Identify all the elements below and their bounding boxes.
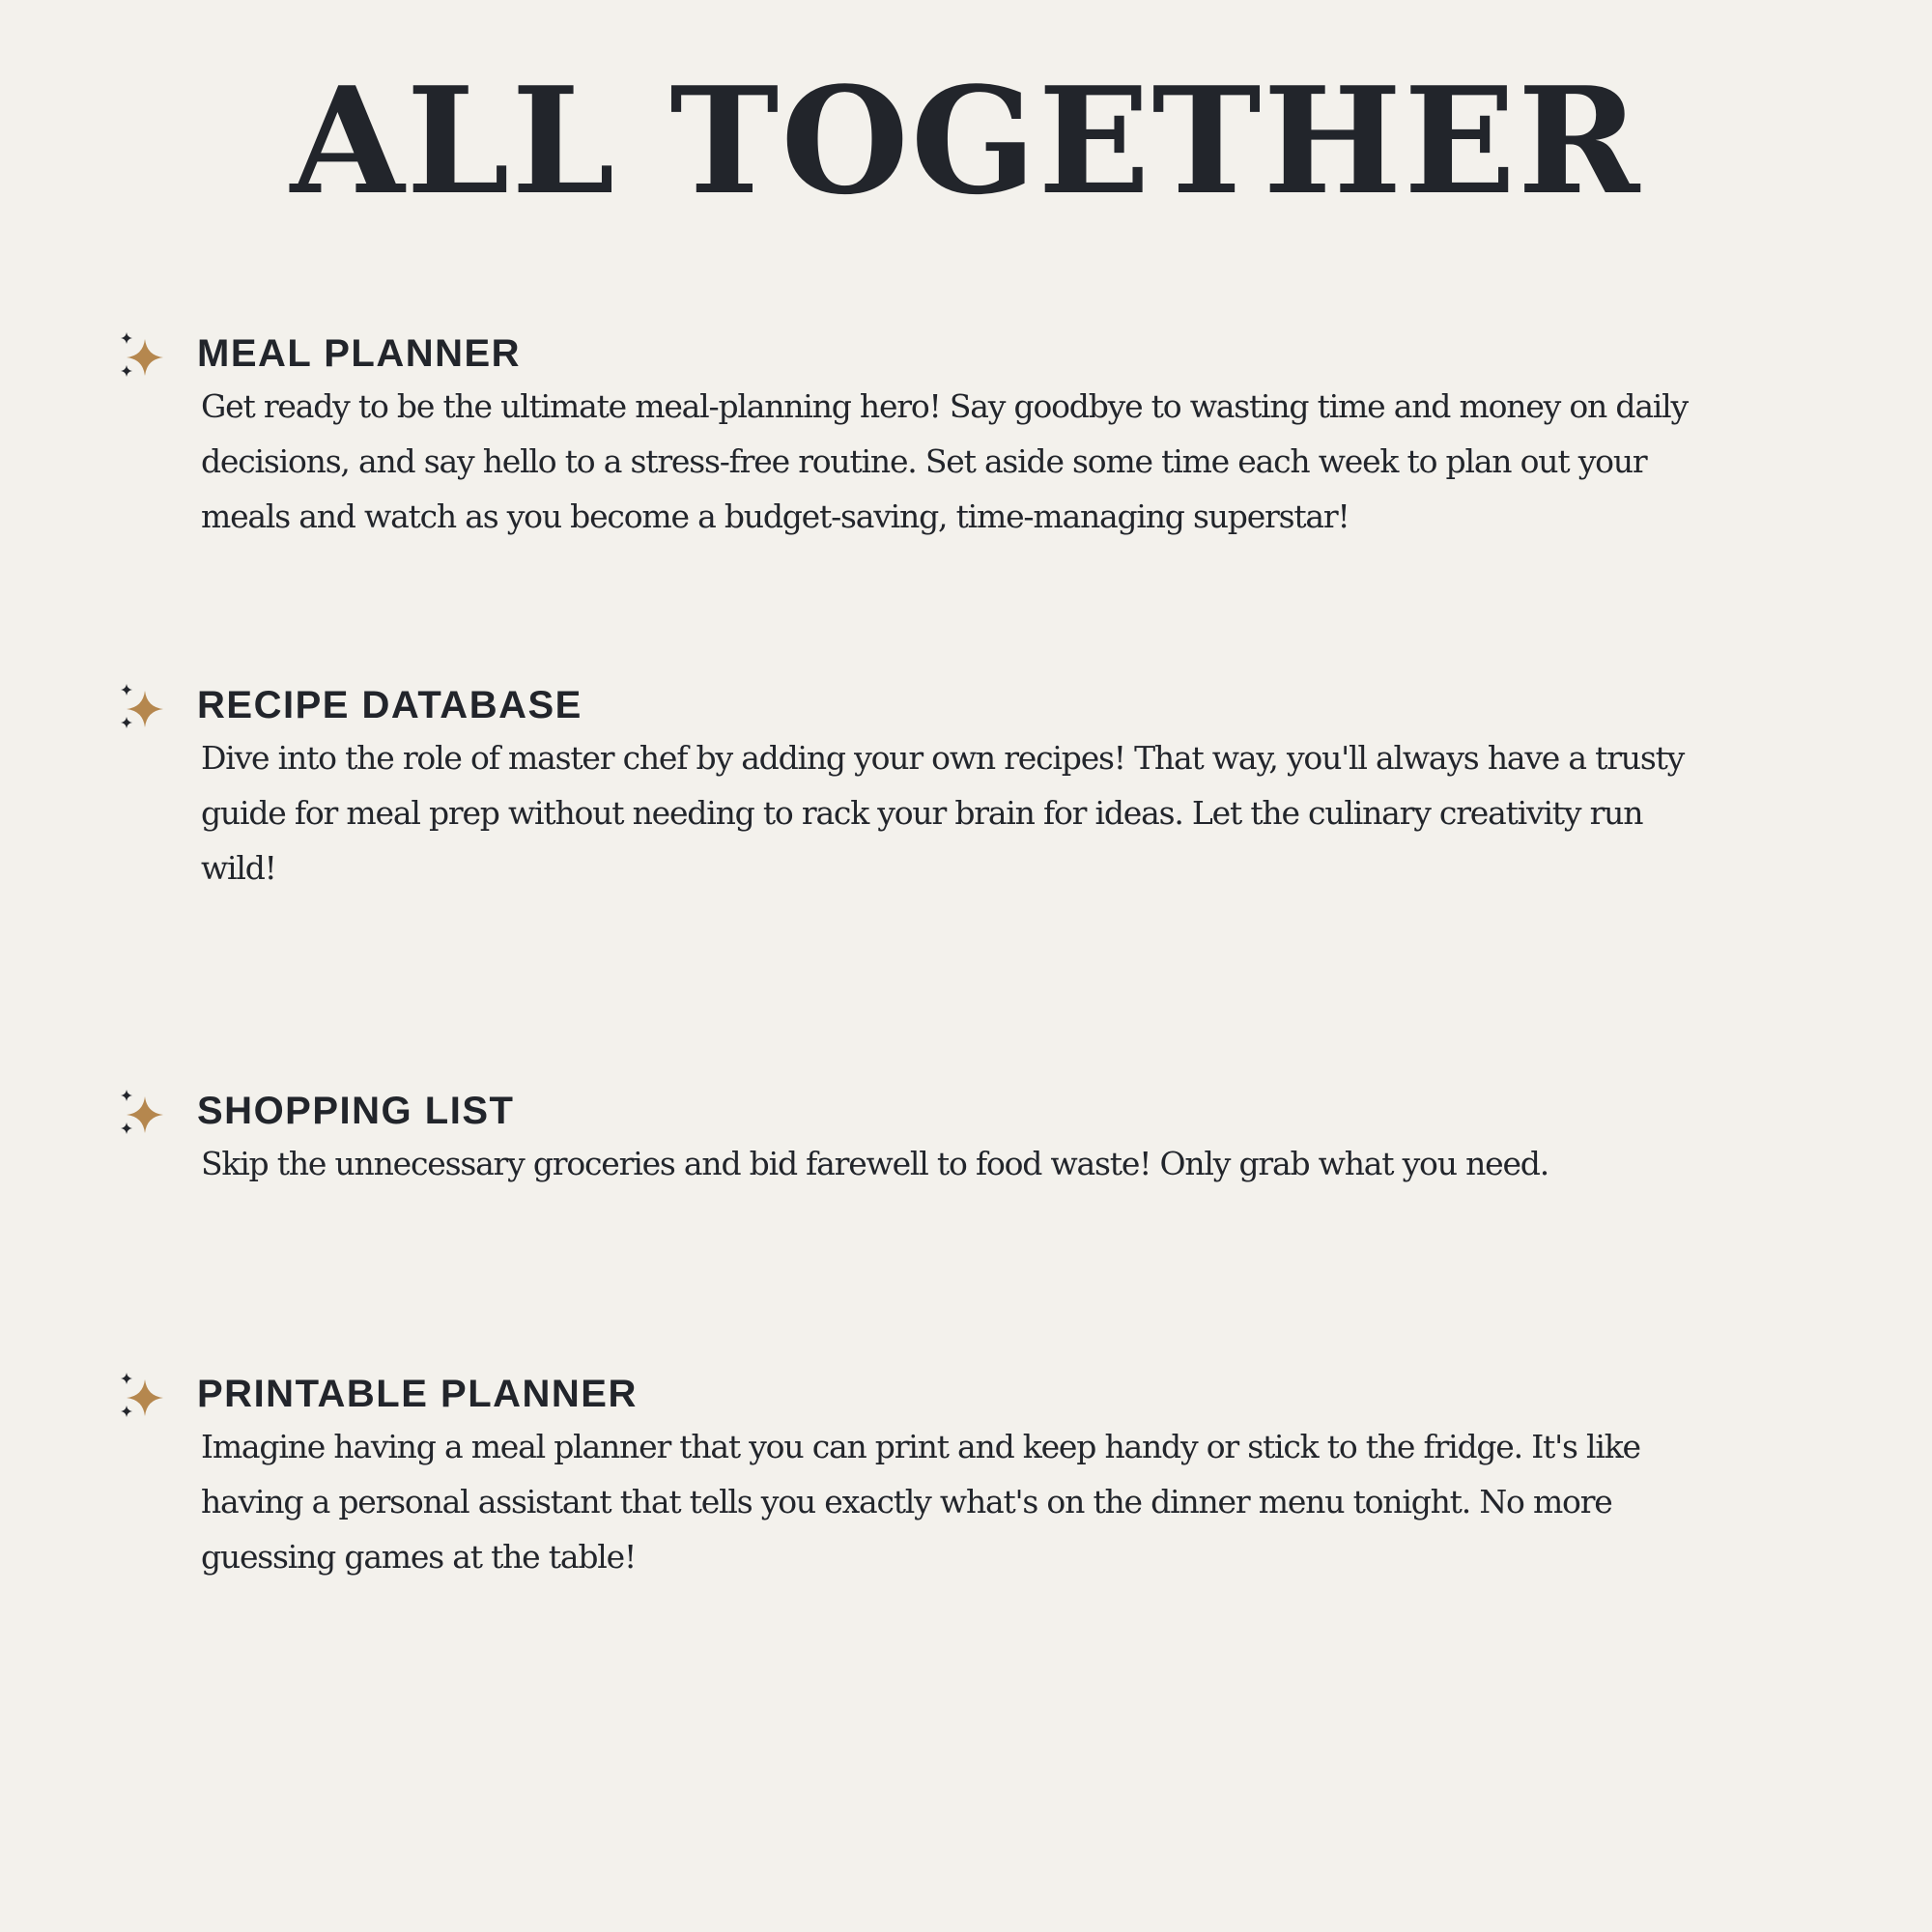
sparkle-icon — [116, 332, 166, 383]
sparkle-icon — [116, 1090, 166, 1140]
section-heading: MEAL PLANNER — [197, 332, 522, 375]
sparkle-icon — [116, 684, 166, 734]
sparkle-icon — [116, 1373, 166, 1423]
section-body: Get ready to be the ultimate meal-planning hero! Say goodbye to wasting time and money on daily decisions, and say hello to a stress-free routine. Set aside some time each week to plan out your meals and watch as you become a budget-saving, time-managing superstar! — [201, 387, 1688, 535]
section-heading: RECIPE DATABASE — [197, 684, 582, 726]
section-heading: SHOPPING LIST — [197, 1090, 515, 1132]
section-heading: PRINTABLE PLANNER — [197, 1373, 638, 1415]
section-body: Dive into the role of master chef by adding your own recipes! That way, you'll always have a trusty guide for meal prep without needing to rack your brain for ideas. Let the culinary creativity run wild! — [201, 739, 1685, 887]
section-body: Imagine having a meal planner that you can print and keep handy or stick to the fridge. It's like having a personal assistant that tells you exactly what's on the dinner menu tonight. No more guessing games at the table! — [201, 1428, 1640, 1576]
section-body: Skip the unnecessary groceries and bid farewell to food waste! Only grab what you need. — [201, 1145, 1548, 1182]
page-title: ALL TOGETHER — [290, 54, 1642, 227]
